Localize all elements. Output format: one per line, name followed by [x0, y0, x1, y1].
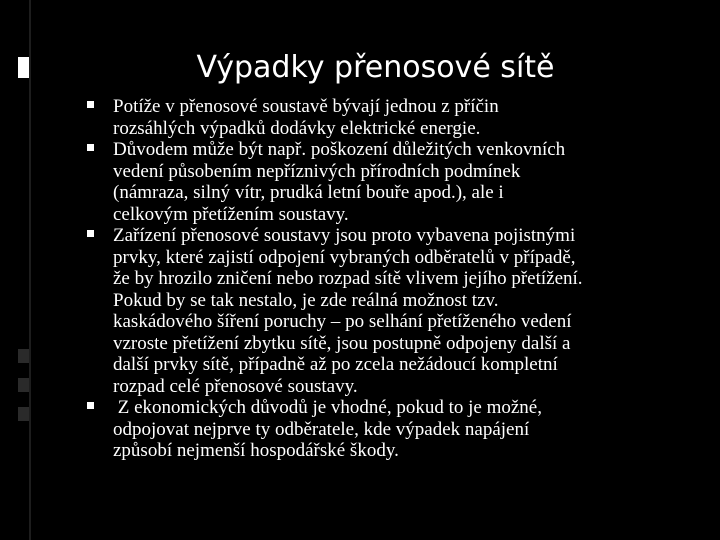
bullet-item [87, 397, 720, 462]
bullet-line: celkovým přetížením soustavy. [113, 203, 349, 225]
square-bullet-icon [87, 230, 94, 237]
decorative-square-white [18, 57, 29, 78]
bullet-line: (námraza, silný vítr, prudká letní bouře apod.), ale i [113, 182, 504, 203]
bullet-line: kaskádového šíření poruchy – po selhání přetíženého vedení [113, 311, 572, 332]
bullet-line: další prvky sítě, případně až po zcela nežádoucí kompletní [113, 354, 558, 375]
bullet-line: Zařízení přenosové soustavy jsou proto vybavena pojistnými [113, 225, 576, 246]
bullet-line: způsobí nejmenší hospodářské škody. [113, 440, 399, 461]
decorative-square [18, 349, 29, 363]
bullet-line: prvky, které zajistí odpojení vybraných odběratelů v případě, [113, 246, 576, 268]
decorative-square [18, 378, 29, 392]
square-bullet-icon [87, 101, 94, 108]
bullet-line: Z ekonomických důvodů je vhodné, pokud to je možné, [113, 397, 542, 418]
slide-content [31, 0, 720, 540]
bullet-line: vzroste přetížení zbytku sítě, jsou postupně odpojeny další a [113, 332, 571, 354]
square-bullet-icon [87, 144, 94, 151]
bullet-line: rozpad celé přenosové soustavy. [113, 375, 358, 397]
bullet-item [87, 225, 720, 397]
bullet-line: odpojovat nejprve ty odběratele, kde výpadek napájení [113, 418, 530, 440]
bullet-line: vedení působením nepříznivých přírodních podmínek [113, 160, 521, 182]
decorative-square [18, 407, 29, 421]
bullet-list [87, 96, 720, 462]
bullet-line: rozsáhlých výpadků dodávky elektrické energie. [113, 117, 481, 139]
bullet-line: Důvodem může být např. poškození důležitých venkovních [113, 139, 566, 160]
bullet-line: Potíže v přenosové soustavě bývají jednou z příčin [113, 96, 499, 117]
bullet-item [87, 139, 720, 225]
bullet-line: že by hrozilo zničení nebo rozpad sítě vlivem jejího přetížení. [113, 268, 583, 289]
bullet-item [87, 96, 720, 139]
left-decorative-panel [0, 0, 29, 540]
slide-title: Výpadky přenosové sítě [196, 50, 555, 85]
square-bullet-icon [87, 402, 94, 409]
bullet-line: Pokud by se tak nestalo, je zde reálná možnost tzv. [113, 289, 499, 311]
